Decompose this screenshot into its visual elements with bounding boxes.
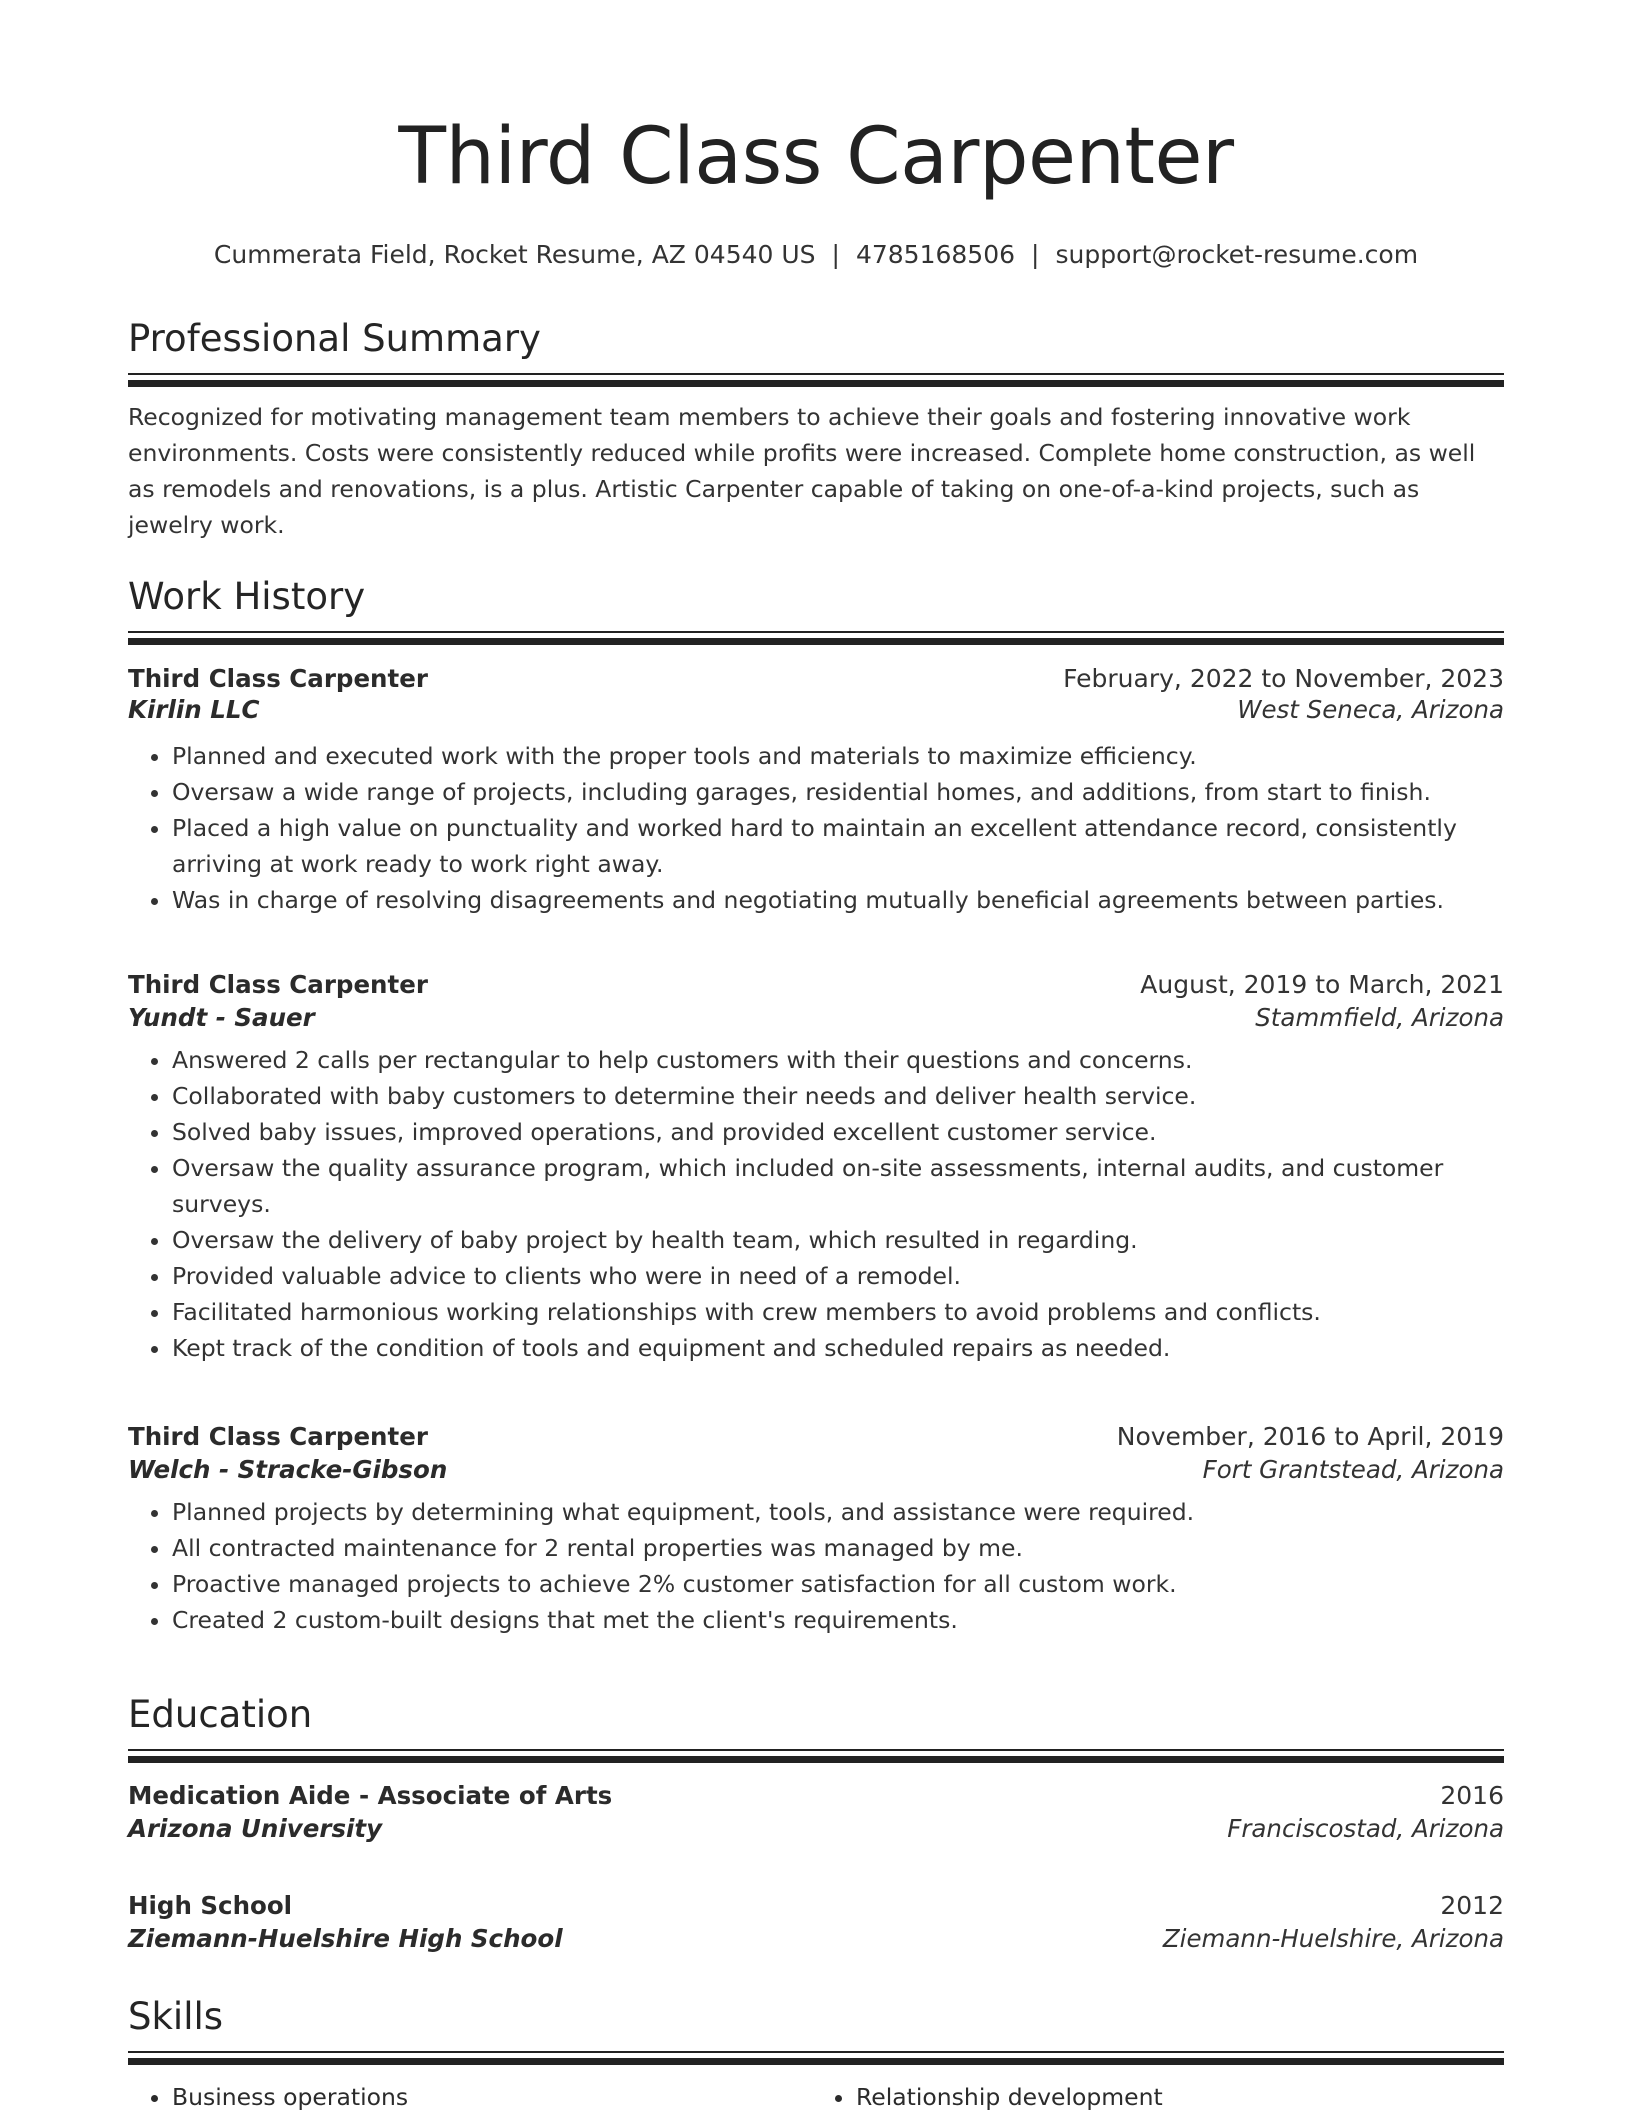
contact-separator: | xyxy=(1031,240,1040,269)
skill-item: • Business operations xyxy=(172,2079,812,2115)
education-year: 2016 xyxy=(1440,1781,1504,1810)
job-bullet: • Oversaw the quality assurance program, which included on-site assessments, internal audits, and customer surveys. xyxy=(172,1150,1504,1222)
education-school: Ziemann-Huelshire High School xyxy=(128,1924,563,1953)
education-entry xyxy=(128,1891,1504,1953)
contact-phone: 4785168506 xyxy=(855,240,1016,269)
job-bullet-list xyxy=(128,738,1504,918)
job-company: Welch - Stracke-Gibson xyxy=(128,1455,448,1484)
job-bullet: • Was in charge of resolving disagreements and negotiating mutually beneficial agreements between parties. xyxy=(172,882,1504,918)
section-divider xyxy=(128,2051,1504,2067)
job-company: Kirlin LLC xyxy=(128,695,260,724)
summary-text: Recognized for motivating management team members to achieve their goals and fostering innovative work environments. Costs were consistently reduced while profits were increased. Complete home construction, as well as remodels and renovations, is a plus. Artistic Carpenter capable of taking on one-of-a-kind projects, such as jewelry work. xyxy=(128,403,1476,539)
section-professional-summary xyxy=(128,317,1504,543)
skills-column-left xyxy=(128,2079,812,2115)
job-dates: August, 2019 to March, 2021 xyxy=(1140,970,1504,999)
job-bullet: • Kept track of the condition of tools and equipment and scheduled repairs as needed. xyxy=(172,1330,1504,1366)
job-bullet-list xyxy=(128,1494,1504,1638)
job-entry xyxy=(128,970,1504,1366)
job-location: Fort Grantstead, Arizona xyxy=(1202,1455,1504,1484)
job-bullet: • Created 2 custom-built designs that met the client's requirements. xyxy=(172,1602,1504,1638)
resume-title: Third Class Carpenter xyxy=(398,112,1234,202)
job-bullet-list xyxy=(128,1042,1504,1366)
section-education xyxy=(128,1693,1504,1765)
job-dates: November, 2016 to April, 2019 xyxy=(1116,1422,1504,1451)
section-heading: Professional Summary xyxy=(128,317,541,360)
skill-item: • Relationship development xyxy=(856,2079,1496,2115)
contact-line xyxy=(128,240,1504,269)
job-bullet: • Facilitated harmonious working relationships with crew members to avoid problems and conflicts. xyxy=(172,1294,1504,1330)
skills-grid xyxy=(128,2079,1504,2115)
section-heading: Work History xyxy=(128,575,366,618)
job-company: Yundt - Sauer xyxy=(128,1003,315,1032)
section-divider xyxy=(128,373,1504,389)
section-skills xyxy=(128,1995,1504,2115)
job-entry xyxy=(128,664,1504,918)
education-degree: Medication Aide - Associate of Arts xyxy=(128,1781,613,1810)
education-location: Franciscostad, Arizona xyxy=(1227,1814,1504,1843)
section-divider xyxy=(128,631,1504,647)
job-bullet: • Collaborated with baby customers to determine their needs and deliver health service. xyxy=(172,1078,1504,1114)
contact-separator: | xyxy=(831,240,840,269)
education-year: 2012 xyxy=(1440,1891,1504,1920)
job-bullet: • Placed a high value on punctuality and worked hard to maintain an excellent attendance record, consistently arriving at work ready to work right away. xyxy=(172,810,1504,882)
section-divider xyxy=(128,1749,1504,1765)
job-dates: February, 2022 to November, 2023 xyxy=(1063,664,1504,693)
job-bullet: • Oversaw the delivery of baby project by health team, which resulted in regarding. xyxy=(172,1222,1504,1258)
job-title: Third Class Carpenter xyxy=(128,664,428,693)
job-bullet: • Proactive managed projects to achieve 2% customer satisfaction for all custom work. xyxy=(172,1566,1504,1602)
job-bullet: • Answered 2 calls per rectangular to help customers with their questions and concerns. xyxy=(172,1042,1504,1078)
section-heading: Education xyxy=(128,1693,313,1736)
section-heading: Skills xyxy=(128,1995,224,2038)
job-bullet: • Planned projects by determining what equipment, tools, and assistance were required. xyxy=(172,1494,1504,1530)
job-bullet: • Solved baby issues, improved operations, and provided excellent customer service. xyxy=(172,1114,1504,1150)
education-entry xyxy=(128,1781,1504,1843)
job-bullet: • Oversaw a wide range of projects, including garages, residential homes, and additions, from start to finish. xyxy=(172,774,1504,810)
job-bullet: • Provided valuable advice to clients who were in need of a remodel. xyxy=(172,1258,1504,1294)
job-bullet: • Planned and executed work with the proper tools and materials to maximize efficiency. xyxy=(172,738,1504,774)
job-location: Stammfield, Arizona xyxy=(1255,1003,1504,1032)
job-location: West Seneca, Arizona xyxy=(1237,695,1504,724)
skills-column-right xyxy=(812,2079,1496,2115)
job-title: Third Class Carpenter xyxy=(128,970,428,999)
job-title: Third Class Carpenter xyxy=(128,1422,428,1451)
job-bullet: • All contracted maintenance for 2 rental properties was managed by me. xyxy=(172,1530,1504,1566)
education-degree: High School xyxy=(128,1891,293,1920)
education-school: Arizona University xyxy=(128,1814,383,1843)
section-work-history xyxy=(128,575,1504,647)
contact-address: Cummerata Field, Rocket Resume, AZ 04540 US xyxy=(213,240,816,269)
contact-email: support@rocket-resume.com xyxy=(1055,240,1419,269)
education-location: Ziemann-Huelshire, Arizona xyxy=(1162,1924,1504,1953)
job-entry xyxy=(128,1422,1504,1638)
